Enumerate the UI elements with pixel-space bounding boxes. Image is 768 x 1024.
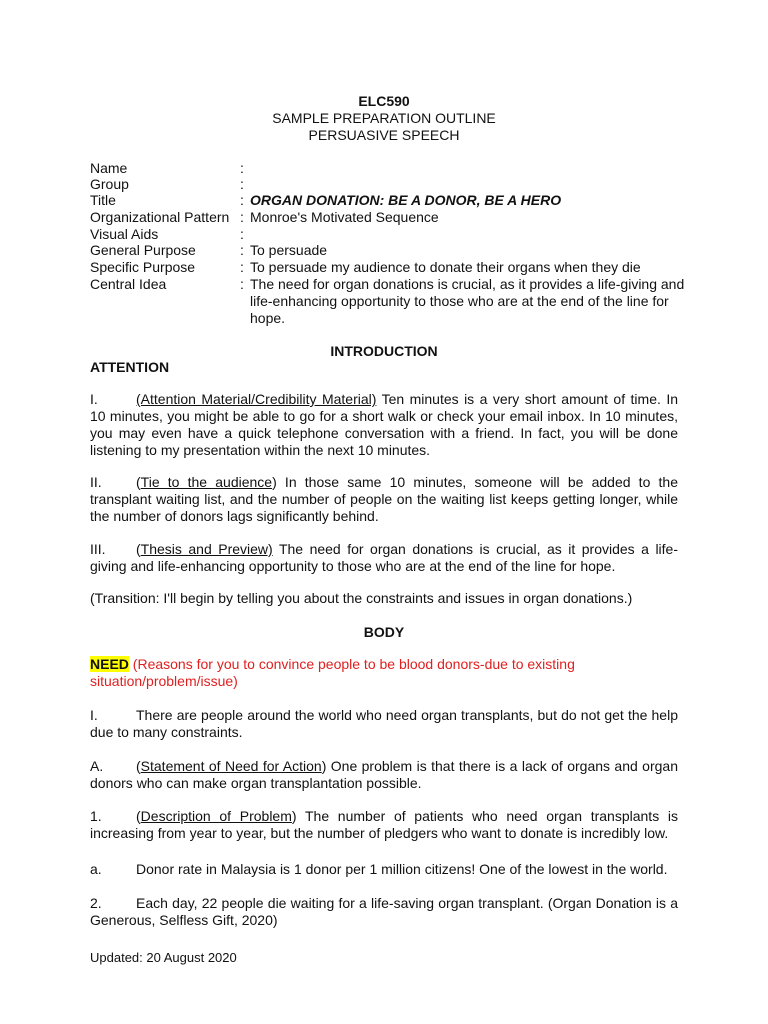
body-point-1	[90, 808, 678, 842]
field-label: Visual Aids	[90, 226, 159, 242]
point-open-paren: (	[136, 808, 141, 824]
intro-point-2	[90, 474, 678, 525]
point-number: 1.	[90, 808, 102, 824]
point-open-paren: (	[136, 541, 141, 557]
point-number: 2.	[90, 895, 102, 911]
point-text: Donor rate in Malaysia is 1 donor per 1 million citizens! One of the lowest in the world.	[136, 861, 668, 877]
field-specific-purpose	[90, 259, 690, 276]
point-number: a.	[90, 861, 102, 877]
document-header	[0, 93, 768, 144]
speech-type: PERSUASIVE SPEECH	[308, 127, 460, 143]
point-number: II.	[90, 474, 102, 490]
point-text: Ten minutes is a very short amount of time. In 10 minutes, you might be able to go for a short walk or check your email inbox. In 10 minutes, you may even have a quick telephone conversation with a friend. In fact, you will be done listening to my presentation within the next 10 minutes.	[90, 391, 678, 458]
introduction-heading: INTRODUCTION	[330, 343, 438, 359]
point-text: Each day, 22 people die waiting for a life-saving organ transplant. (Organ Donation is a Generous, Selfless Gift, 2020)	[90, 895, 678, 928]
field-visual-aids	[90, 226, 690, 242]
transition-text: (Transition: I'll begin by telling you about the constraints and issues in organ donations.)	[90, 590, 633, 606]
course-code: ELC590	[358, 93, 410, 109]
point-text: There are people around the world who need organ transplants, but do not get the help due to many constraints.	[90, 707, 678, 740]
body-point-i	[90, 707, 678, 741]
field-colon: :	[240, 209, 244, 225]
body-point-a	[90, 758, 678, 792]
field-colon: :	[240, 276, 244, 292]
info-fields	[90, 160, 690, 327]
field-colon: :	[240, 192, 244, 208]
field-label: Central Idea	[90, 276, 167, 292]
field-label: Group	[90, 176, 129, 192]
need-note: (Reasons for you to convince people to be blood donors-due to existing situation/problem/issue)	[90, 656, 575, 689]
field-value: To persuade	[250, 242, 328, 258]
field-title	[90, 192, 690, 209]
attention-heading: ATTENTION	[90, 359, 170, 375]
field-label: General Purpose	[90, 242, 196, 258]
field-colon: :	[240, 226, 244, 242]
point-number: I.	[90, 707, 98, 723]
field-value: To persuade my audience to donate their organs when they die	[250, 259, 641, 275]
point-tag: Description of Problem	[140, 808, 292, 824]
field-value: Monroe's Motivated Sequence	[250, 209, 439, 225]
updated-footer: Updated: 20 August 2020	[90, 950, 237, 965]
point-text: ) In those same 10 minutes, someone will be added to the transplant waiting list, and the number of people on the waiting list keeps getting longer, while the number of donors lags significantly behind.	[90, 474, 679, 524]
point-number: III.	[90, 541, 106, 557]
field-label: Title	[90, 192, 116, 208]
body-point-a-sub	[90, 861, 678, 878]
point-text: ) The number of patients who need organ transplants is increasing from year to year, but the number of pledgers who want to donate is incredibly low.	[90, 808, 678, 841]
intro-point-3	[90, 541, 678, 575]
field-label: Name	[90, 160, 128, 176]
intro-point-1	[90, 391, 678, 459]
point-open-paren: (	[136, 474, 141, 490]
point-tag: Tie to the audience	[140, 474, 273, 490]
body-heading: BODY	[363, 624, 405, 640]
point-number: I.	[90, 391, 98, 407]
need-section	[90, 656, 678, 690]
outline-title: SAMPLE PREPARATION OUTLINE	[272, 110, 496, 126]
field-central-idea	[90, 276, 690, 327]
body-point-2	[90, 895, 678, 929]
need-label: NEED	[90, 656, 129, 672]
field-general-purpose	[90, 242, 690, 259]
field-label: Specific Purpose	[90, 259, 196, 275]
field-colon: :	[240, 160, 244, 176]
point-text: The need for organ donations is crucial, as it provides a life-giving and life-enhancing opportunity to those who are at the end of the line for hope.	[90, 541, 679, 574]
point-tag: Thesis and Preview)	[140, 541, 273, 557]
point-tag: (Attention Material/Credibility Material)	[136, 391, 377, 407]
point-number: A.	[90, 758, 104, 774]
field-name	[90, 160, 690, 176]
point-tag: Statement of Need for Action	[140, 758, 322, 774]
field-organizational-pattern	[90, 209, 690, 226]
field-colon: :	[240, 259, 244, 275]
field-label: Organizational Pattern	[90, 209, 230, 225]
point-text: ) One problem is that there is a lack of organs and organ donors who can make organ transplantation possible.	[90, 758, 678, 791]
speech-title: ORGAN DONATION: BE A DONOR, BE A HERO	[250, 192, 562, 208]
field-colon: :	[240, 176, 244, 192]
field-group	[90, 176, 690, 192]
point-open-paren: (	[136, 758, 141, 774]
field-colon: :	[240, 242, 244, 258]
field-value: The need for organ donations is crucial, as it provides a life-giving and life-enhancing opportunity to those who are at the end of the line for hope.	[250, 276, 685, 326]
